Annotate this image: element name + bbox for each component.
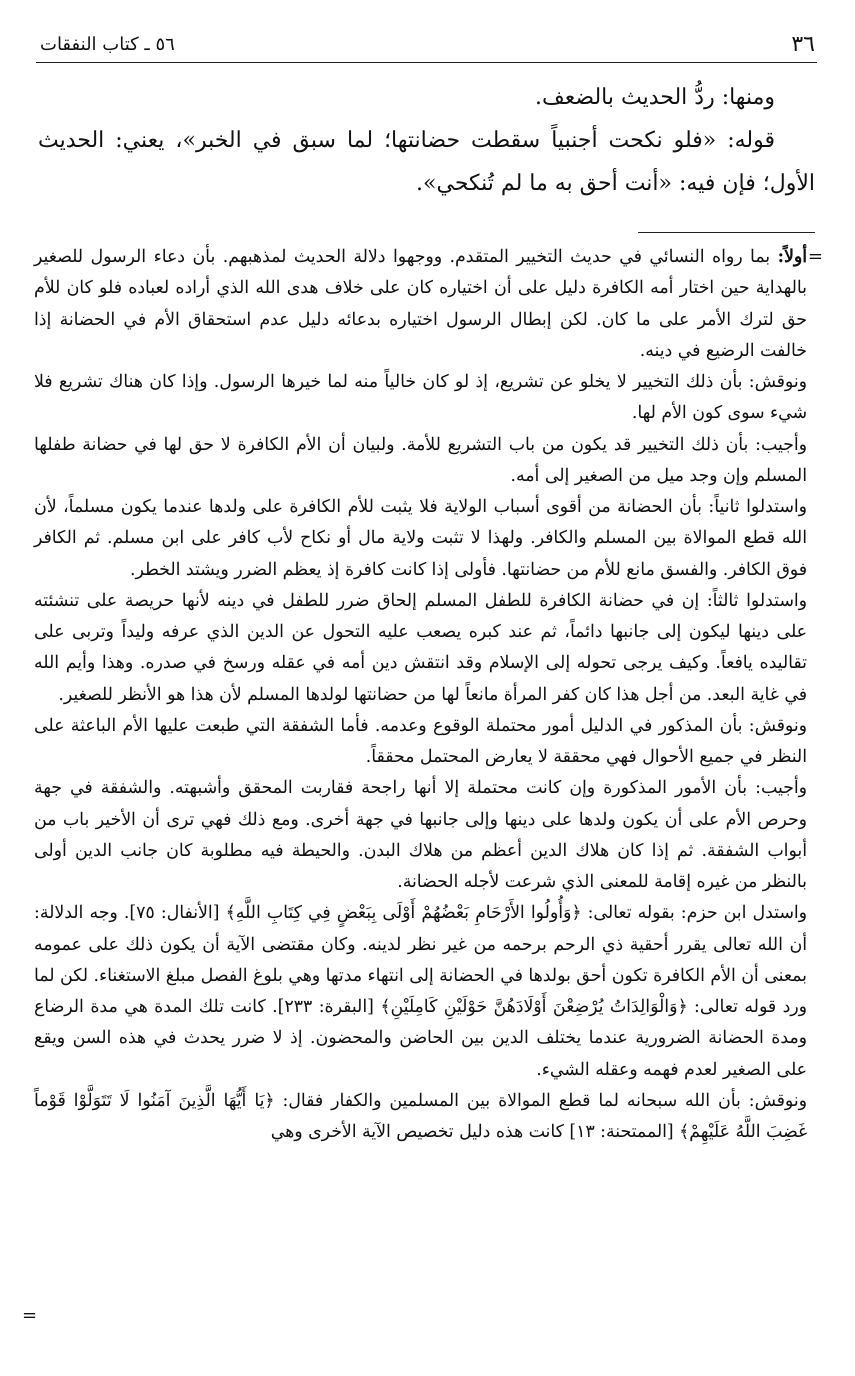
footnote-lead: أولاً: [777, 247, 807, 267]
page-header [36, 30, 817, 63]
footnote-text: بما رواه النسائي في حديث التخيير المتقدم. ووجهوا دلالة الحديث لمذهبهم. بأن دعاء الرسول للصغير بالهداية حين اختار أمه الكافرة دليل على أن اختياره كان على خلاف هدى الله الذي أراده لعباده فلو كان للأم حق لترك الأمر على ما كان. لكن إبطال الرسول اختياره بدعائه دليل عدم استحقاق الأم في الحضانة إذا خالفت الرضيع في دينه. [34, 247, 807, 361]
main-text [38, 76, 815, 205]
footnote-continuation-mark: = [807, 246, 823, 267]
footnote-paragraph: ونوقش: بأن الله سبحانه لما قطع الموالاة بين المسلمين والكفار فقال: ﴿يَا أَيُّهَا الَّذِينَ آمَنُوا لَا تَتَوَلَّوْا قَوْماً غَضِبَ اللَّهُ عَلَيْهِمْ﴾ [الممتحنة: ١٣] كانت هذه دليل تخصيص الآية الأخرى وهي [34, 1090, 807, 1142]
footnote-paragraph: ونوقش: بأن المذكور في الدليل أمور محتملة الوقوع وعدمه. فأما الشفقة التي طبعت عليها الأم الباعثة على النظر في جميع الأحوال فهي محققة لا يعارض المحتمل محققاً. [34, 715, 807, 767]
footnote-paragraph [34, 242, 807, 367]
main-paragraph-1: ومنها: ردُّ الحديث بالضعف. [535, 85, 775, 110]
footnote-paragraph: ونوقش: بأن ذلك التخيير لا يخلو عن تشريع، إذ لو كان خالياً منه لما خيرها الرسول. وإذا كان هناك تشريع فلا شيء سوى كون الأم لها. [34, 372, 807, 424]
footnote-paragraph: واستدل ابن حزم: بقوله تعالى: ﴿وَأُولُوا الأَرْحَامِ بَعْضُهُمْ أَوْلَى بِبَعْضٍ فِي كِتَابِ اللَّهِ﴾ [الأنفال: ٧٥]. وجه الدلالة: أن الله تعالى يقرر أحقية ذي الرحم برحمه من غير نظر لدينه. وكان مقتضى الآية أن يكون ذلك على عمومه بمعنى أن الأم الكافرة تكون أحق بولدها في الحضانة إلى انتهاء مدتها وهي بلوغ الفصل مبلغ الاستغناء. لكن لما ورد قوله تعالى: ﴿وَالْوَالِدَاتُ يُرْضِعْنَ أَوْلَادَهُنَّ حَوْلَيْنِ كَامِلَيْنِ﴾ [البقرة: ٢٣٣]. كانت تلك المدة هي مدة الرضاع ومدة الحضانة الضرورية عندما يختلف الدين بين الحاضن والمحضون. إذ لا ضرر يحدث في هذه السن ويقع على الصغير لعدم فهمه وعقله الشيء. [34, 903, 807, 1080]
footnote-divider [638, 232, 815, 233]
footnote-paragraph: واستدلوا ثانياً: بأن الحضانة من أقوى أسباب الولاية فلا يثبت للأم الكافرة على ولدها عندما يكون مسلماً، لأن الله قطع الموالاة بين المسلم والكافر. ولهذا لا تثبت ولاية مال أو نكاح لأب كافر على ابن مسلم. ثم الكافر فوق الكافر. والفسق مانع للأم من حضانتها. فأولى إذا كانت كافرة إذ يعظم الضرر ويشتد الخطر. [34, 497, 807, 580]
footnote-paragraph: وأجيب: بأن الأمور المذكورة وإن كانت محتملة إلا أنها راجحة فقاربت المحقق وأشبهته. والشفقة في جهة وحرص الأم على أن يكون ولدها على دينها وإلى جانبها في جهة أخرى. ومع ذلك فهي ترى أن الأخير باب من أبواب الشفقة. ثم إذا كان هلاك الدين أعظم من هلاك البدن. والحيطة فيه مطلوبة كان جانب الدين أولى بالنظر من غيره إقامة للمعنى الذي شرعت لأجله الحضانة. [34, 778, 807, 892]
main-paragraph-2: قوله: «فلو نكحت أجنبياً سقطت حضانتها؛ لما سبق في الخبر»، يعني: الحديث الأول؛ فإن فيه: «أنت أحق به ما لم تُنكحي». [38, 128, 815, 196]
footnote-paragraph: واستدلوا ثالثاً: إن في حضانة الكافرة للطفل المسلم إلحاق ضرر للطفل في دينه لأنها حريصة على تنشئته على دينها ليكون إلى جانبها دائماً، ثم عند كبره يصعب عليه التحول عن الدين الذي عرفه وليداً وتربى على تقاليده يافعاً. وكيف يرجى تحوله إلى الإسلام وقد انتقش دين أمه في عقله ورسخ في صدره. وهذا وأيم الله في غاية البعد. من أجل هذا كان كفر المرأة مانعاً لها من حضانتها لولدها المسلم لأن هذا هو الأنظر للصغير. [34, 590, 807, 705]
running-title: ٥٦ ـ كتاب النفقات [40, 34, 175, 55]
page-number: ٣٦ [791, 32, 815, 57]
footnote-end-mark: = [22, 1305, 38, 1326]
footnotes [34, 242, 807, 1148]
footnote-paragraph: وأجيب: بأن ذلك التخيير قد يكون من باب التشريع للأمة. ولبيان أن الأم الكافرة لا حق لها في حضانة طفلها المسلم وإن وجد ميل من الصغير إلى أمه. [34, 434, 807, 486]
